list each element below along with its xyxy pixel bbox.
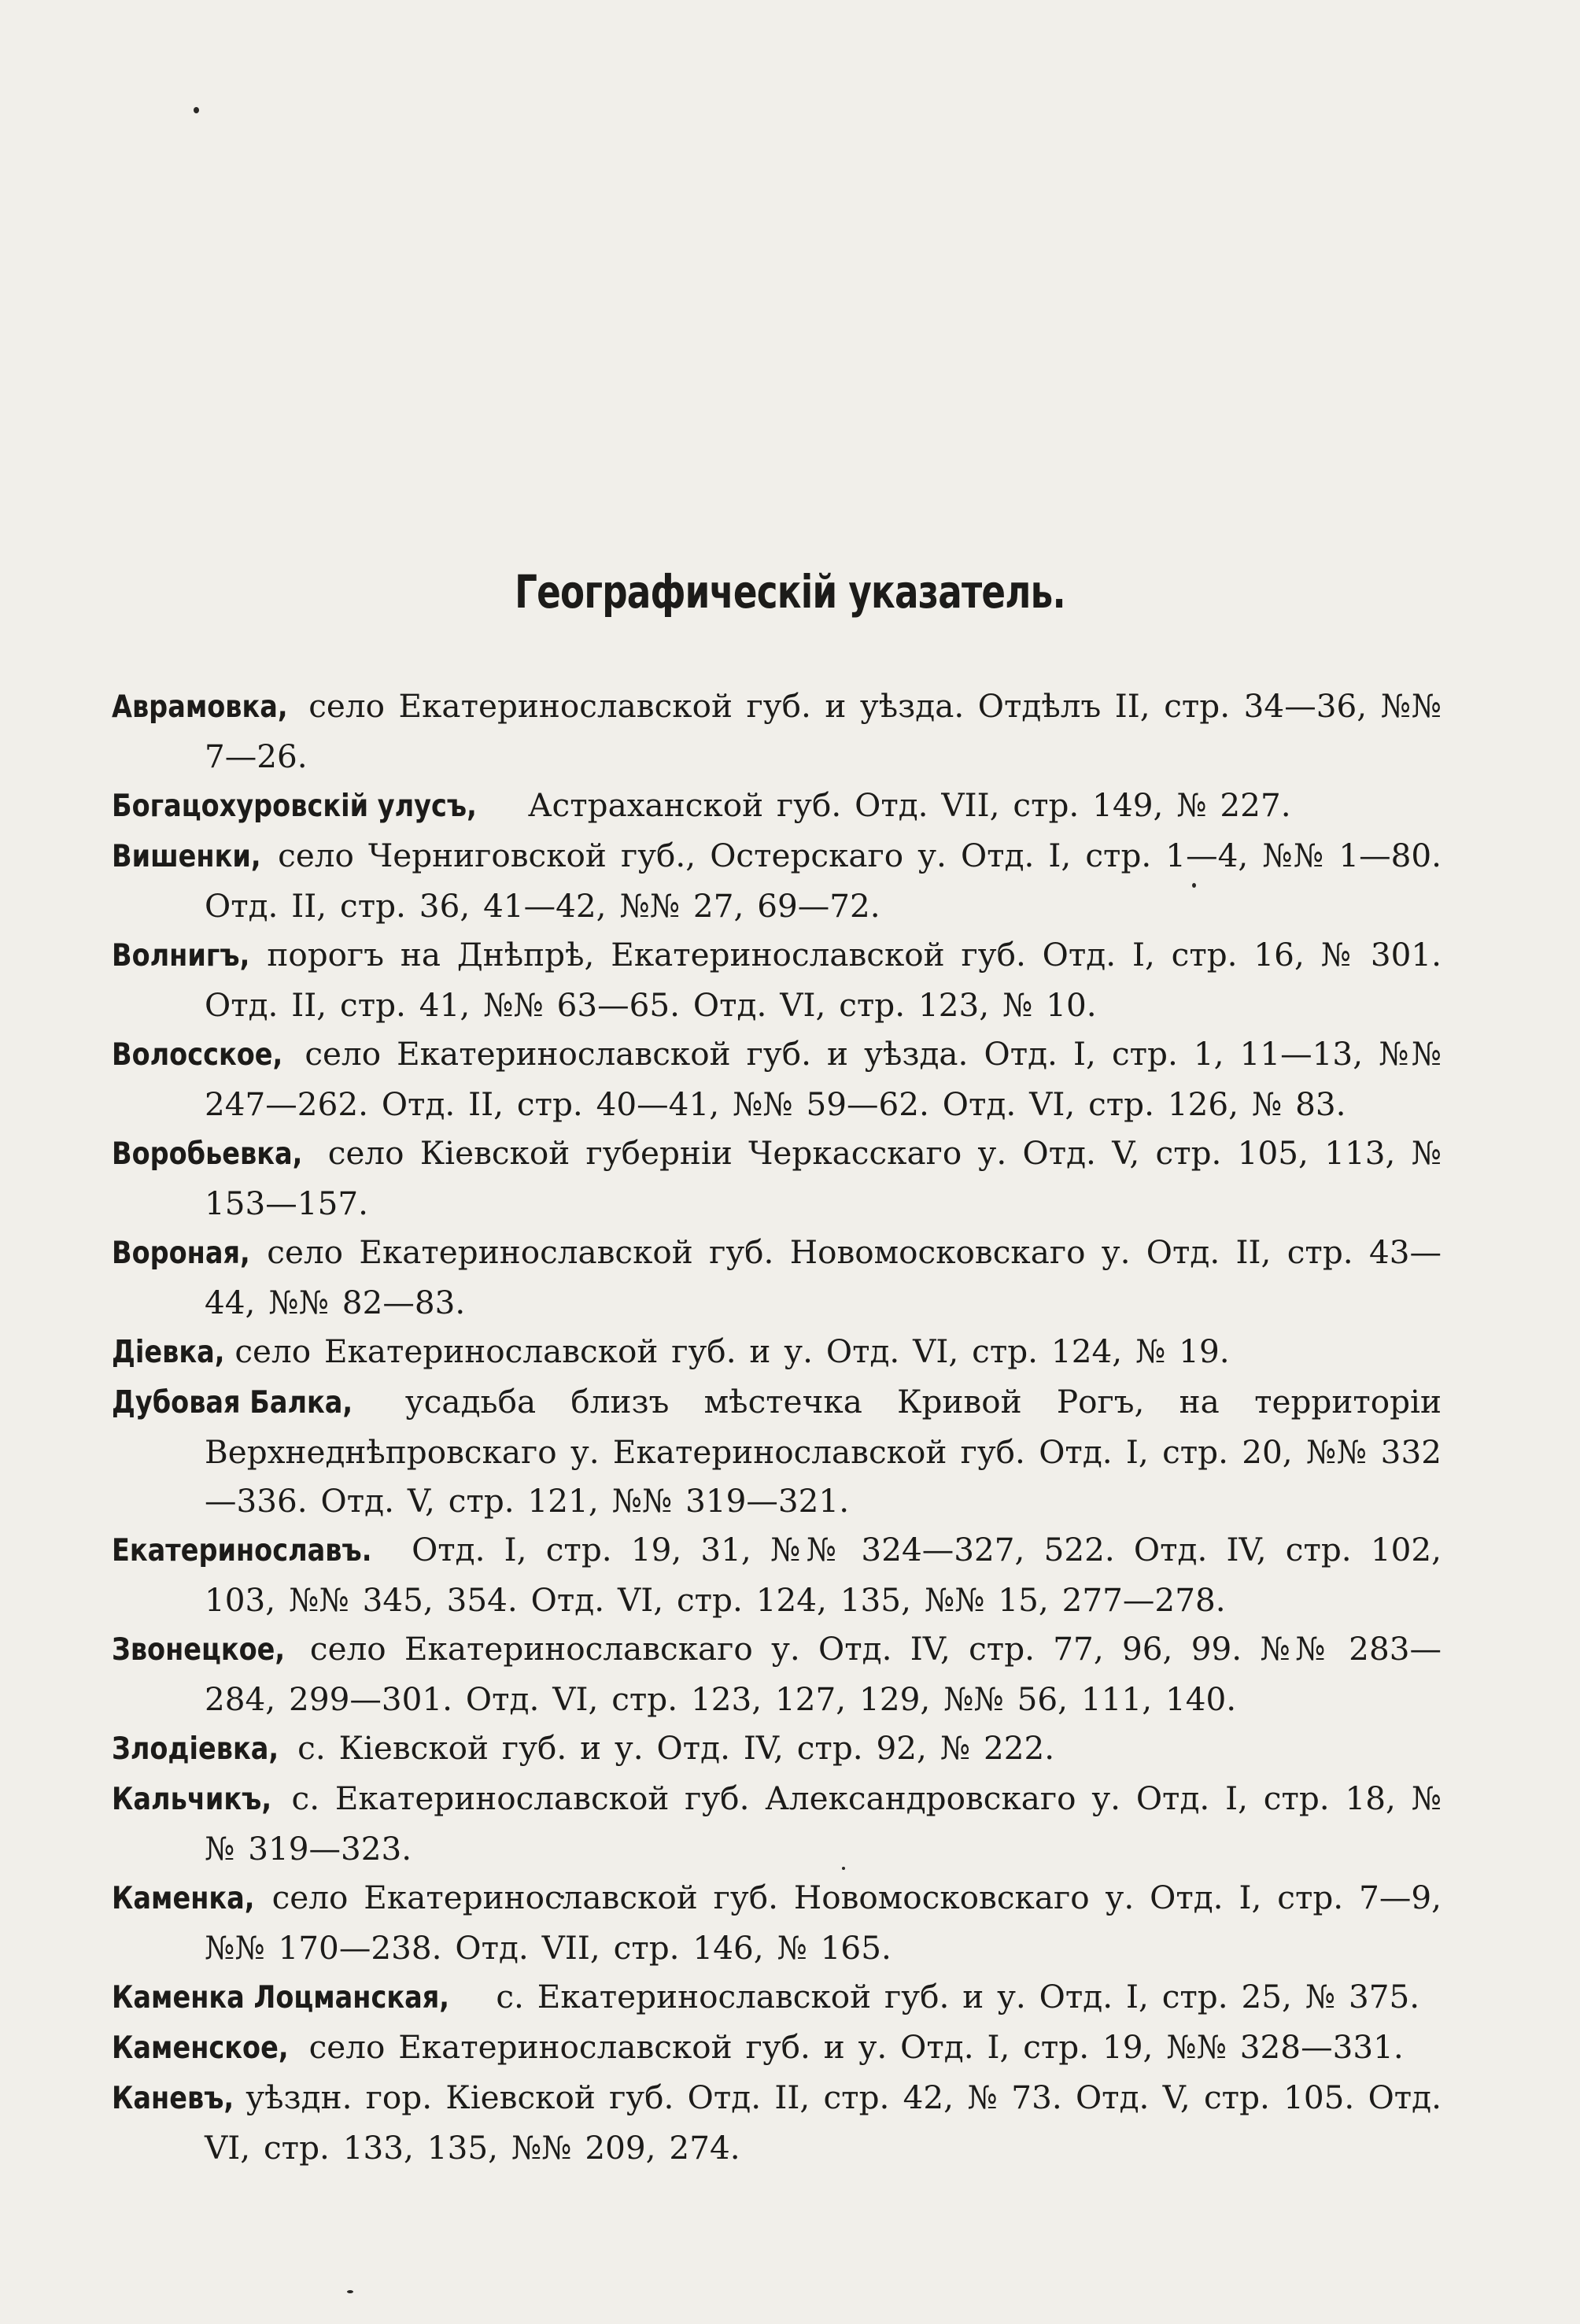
index-entry (112, 781, 1442, 831)
index-entry (112, 1129, 1442, 1228)
entry-description: село Екатеринославской губ. и у. Отд. I, стр. 19, №№ 328—331. (308, 2028, 1404, 2066)
index-entry (112, 1029, 1442, 1129)
index-entry (112, 1377, 1442, 1525)
entry-name: Каменка, (112, 1881, 255, 1916)
entry-description: с. Екатеринославской губ. Александровскаго у. Отд. I, стр. 18, №№ 319—323. (205, 1779, 1442, 1868)
entry-description: Отд. I, стр. 19, 31, №№ 324—327, 522. Отд. IV, стр. 102, 103, №№ 345, 354. Отд. VI, стр. 124, 135, №№ 15, 277—278. (205, 1531, 1442, 1619)
entry-description: село Кіевской губерніи Черкасскаго у. Отд. V, стр. 105, 113, № 153—157. (205, 1134, 1442, 1222)
index-entry (112, 1774, 1442, 1873)
entry-description: село Екатеринославскаго у. Отд. IV, стр. 77, 96, 99. №№ 283—284, 299—301. Отд. VI, стр. 123, 127, 129, №№ 56, 111, 140. (205, 1630, 1442, 1718)
entry-description: с. Кіевской губ. и у. Отд. IV, стр. 92, № 222. (297, 1729, 1055, 1767)
ink-speck (347, 2290, 353, 2293)
entry-name: Вишенки, (112, 839, 261, 874)
entry-description: село Екатеринославской губ. и уѣзда. Отд. I, стр. 1, 11—13, №№ 247—262. Отд. II, стр. 40—41, №№ 59—62. Отд. VI, стр. 126, № 83. (205, 1035, 1442, 1123)
page-title: Географическій указатель. (515, 565, 1065, 619)
entry-name: Воробьевка, (112, 1136, 303, 1172)
entry-name: Злодіевка, (112, 1731, 279, 1767)
index-entries (112, 682, 1442, 2172)
entry-name: Аврамовка, (112, 689, 288, 725)
entry-name: Каневъ, (112, 2081, 234, 2116)
index-entry (112, 930, 1442, 1029)
entry-name: Екатеринославъ. (112, 1533, 372, 1568)
entry-name: Богацохуровскій улусъ, (112, 789, 477, 824)
index-entry (112, 682, 1442, 781)
entry-description: село Черниговской губ., Остерскаго у. Отд. I, стр. 1—4, №№ 1—80. Отд. II, стр. 36, 41—42, №№ 27, 69—72. (205, 837, 1442, 925)
index-entry (112, 1228, 1442, 1327)
entry-description: усадьба близъ мѣстечка Кривой Рогъ, на территоріи Верхнеднѣпровскаго у. Екатеринославской губ. Отд. I, стр. 20, №№ 332—336. Отд. V, стр. 121, №№ 319—321. (205, 1383, 1442, 1520)
entry-name: Кальчикъ, (112, 1782, 272, 1817)
entry-description: с. Екатеринославской губ. и у. Отд. I, стр. 25, № 375. (496, 1978, 1420, 2015)
index-entry (112, 1724, 1442, 1774)
index-entry (112, 1525, 1442, 1624)
ink-speck (194, 107, 199, 113)
entry-description: Астраханской губ. Отд. VII, стр. 149, № 227. (527, 786, 1291, 824)
entry-description: порогъ на Днѣпрѣ, Екатеринославской губ. Отд. I, стр. 16, № 301. Отд. II, стр. 41, №№ 63—65. Отд. VI, стр. 123, № 10. (205, 936, 1442, 1024)
index-entry (112, 2023, 1442, 2073)
index-entry (112, 1327, 1442, 1377)
index-entry (112, 2073, 1442, 2172)
index-entry (112, 1972, 1442, 2023)
entry-name: Вороная, (112, 1236, 250, 1271)
entry-description: село Екатеринославской губ. и у. Отд. VI, стр. 124, № 19. (234, 1332, 1230, 1370)
index-entry (112, 1873, 1442, 1972)
entry-description: село Екатеринославской губ. Новомосковскаго у. Отд. I, стр. 7—9, №№ 170—238. Отд. VII, стр. 146, № 165. (205, 1879, 1442, 1967)
index-entry (112, 831, 1442, 930)
entry-name: Волнигъ, (112, 938, 250, 974)
entry-description: село Екатеринославской губ. Новомосковскаго у. Отд. II, стр. 43—44, №№ 82—83. (205, 1233, 1442, 1321)
entry-name: Волосское, (112, 1037, 283, 1073)
entry-name: Каменка Лоцманская, (112, 1980, 450, 2015)
entry-name: Каменское, (112, 2030, 289, 2066)
entry-name: Звонецкое, (112, 1632, 286, 1668)
entry-name: Дубовая Балка, (112, 1385, 353, 1421)
entry-description: уѣздн. гор. Кіевской губ. Отд. II, стр. 42, № 73. Отд. V, стр. 105. Отд. VI, стр. 133, 135, №№ 209, 274. (205, 2078, 1442, 2167)
entry-description: село Екатеринославской губ. и уѣзда. Отдѣлъ II, стр. 34—36, №№ 7—26. (205, 687, 1442, 775)
index-entry (112, 1624, 1442, 1724)
entry-name: Діевка, (112, 1335, 225, 1370)
